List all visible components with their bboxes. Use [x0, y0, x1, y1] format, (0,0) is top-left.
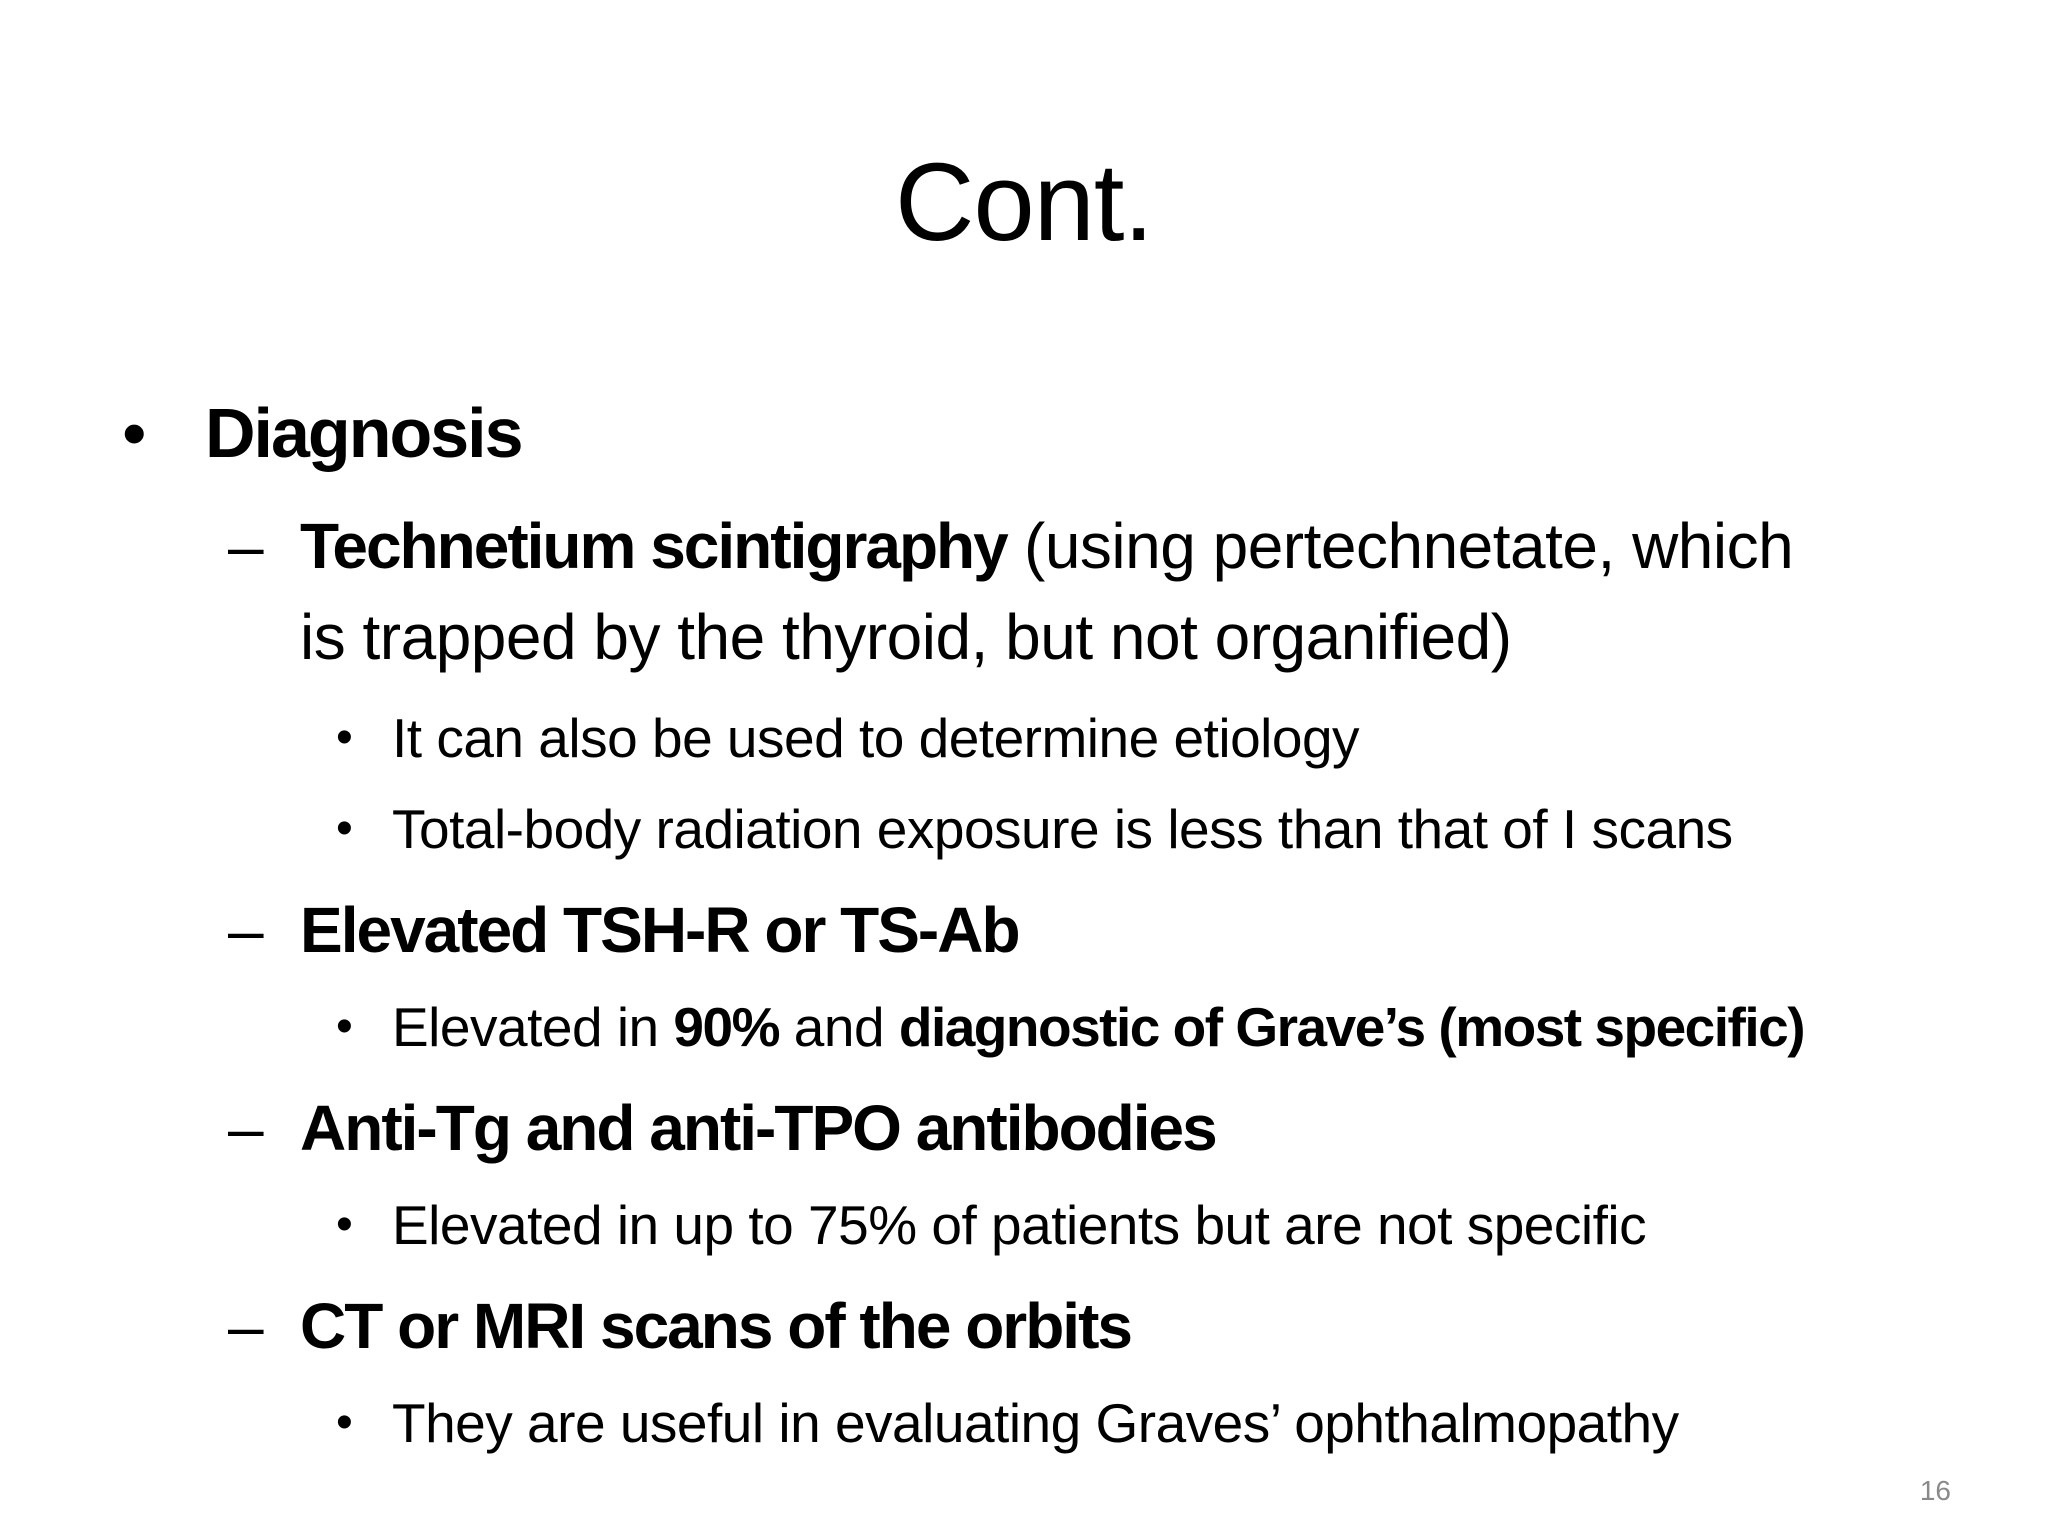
- bullet-icon: •: [336, 802, 353, 855]
- text-part-bold: 90%: [673, 996, 780, 1058]
- dash-icon: –: [228, 1290, 264, 1362]
- bullet-icon: •: [336, 1396, 353, 1449]
- page-number: 16: [1919, 1475, 1951, 1506]
- text-part-bold: diagnostic of Grave’s (most specific): [898, 996, 1805, 1058]
- item-technetium-line2: is trapped by the thyroid, but not organified): [300, 601, 1512, 673]
- sub-bullet-etiology: It can also be used to determine etiology: [392, 707, 1360, 769]
- dash-icon: –: [228, 510, 264, 582]
- bullet-icon: •: [336, 711, 353, 764]
- sub-bullet-radiation: Total-body radiation exposure is less than that of I scans: [392, 798, 1733, 860]
- dash-icon: –: [228, 894, 264, 966]
- item-tsh-r: Elevated TSH-R or TS-Ab: [300, 894, 1019, 966]
- bullet-icon: •: [122, 394, 147, 472]
- slide-title: Cont.: [895, 141, 1153, 264]
- item-technetium-rest: (using pertechnetate, which: [1006, 510, 1794, 582]
- section-heading-diagnosis: Diagnosis: [205, 394, 522, 472]
- item-technetium-line1: [300, 505, 1793, 587]
- bullet-icon: •: [336, 1198, 353, 1251]
- sub-bullet-75-percent: Elevated in up to 75% of patients but are not specific: [392, 1194, 1647, 1256]
- bullet-icon: •: [336, 1000, 353, 1053]
- item-anti-tg: Anti-Tg and anti-TPO antibodies: [300, 1092, 1216, 1164]
- item-technetium-bold: Technetium scintigraphy: [300, 510, 1007, 582]
- sub-bullet-ophthalmopathy: They are useful in evaluating Graves’ ophthalmopathy: [392, 1392, 1679, 1454]
- sub-bullet-elevated-90: [392, 992, 1804, 1062]
- text-part: Elevated in: [392, 996, 674, 1058]
- dash-icon: –: [228, 1092, 264, 1164]
- item-ct-mri: CT or MRI scans of the orbits: [300, 1290, 1131, 1362]
- text-part: and: [779, 996, 899, 1058]
